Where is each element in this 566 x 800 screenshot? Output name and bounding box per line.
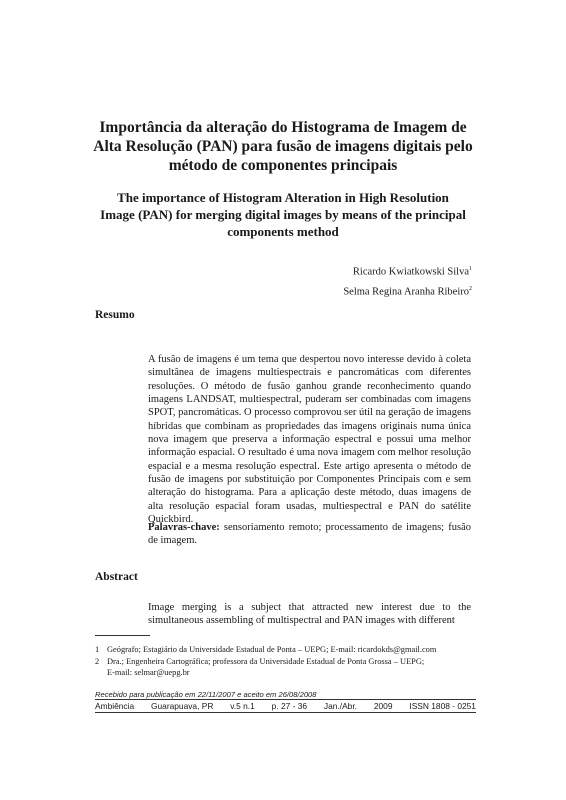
resumo-body: A fusão de imagens é um tema que despertou novo interesse devido à coleta simultânea de imagens multiespectrais e pancromáticas com diferentes resoluções. O método de fusão ganhou grande reconhecimento quando imagens LANDSAT, multiespectral, puderam ser combinadas com imagens SPOT, pancromáticas. O processo comprovou ser útil na geração de imagens híbridas que combinam as propriedades das imagens originais numa única nova imagem que preserva a informação espectral e possui uma melhor informação espacial. O resultado é uma nova imagem com melhor resolução espacial e a mesma resolução espectral. Este artigo apresenta o método de fusão de imagens por substituição por Componentes Principais com e sem alteração do histograma. Para a aplicação deste método, duas imagens de alta resolução espacial foram usadas, multiespectral e PAN do satélite Quickbird. <box>148 354 471 526</box>
footnote-2 <box>95 657 476 679</box>
author-item <box>343 261 472 281</box>
title-pt-line: método de componentes principais <box>168 157 398 174</box>
title-portuguese <box>80 118 486 175</box>
footer-period: Jan./Abr. <box>323 701 357 711</box>
footer-issn: ISSN 1808 - 0251 <box>409 701 476 711</box>
footnote-text: Geógrafo; Estagiário da Universidade Estadual de Ponta – UEPG; E-mail: ricardokds@gmail.com <box>107 645 437 654</box>
footer-volume: v.5 n.1 <box>230 701 255 711</box>
title-en-line: Image (PAN) for merging digital images by means of the principal <box>100 207 466 222</box>
resumo-heading: Resumo <box>95 309 135 321</box>
author-footnote-marker: 1 <box>469 266 472 272</box>
footer-top-rule <box>95 699 476 700</box>
author-list <box>343 261 472 300</box>
abstract-body: Image merging is a subject that attracted new interest due to the simultaneous assembling of multispectral and PAN images with different <box>148 602 471 627</box>
title-pt-line: Importância da alteração do Histograma de Imagem de <box>99 119 467 136</box>
footer-journal: Ambiência <box>95 701 135 711</box>
author-name: Selma Regina Aranha Ribeiro <box>343 286 469 297</box>
footer-year: 2009 <box>373 701 393 711</box>
footnote-text-continued: E-mail: selmar@uepg.br <box>107 667 190 677</box>
received-note: Recebido para publicação em 22/11/2007 e aceito em 26/08/2008 <box>95 690 317 699</box>
keywords-label: Palavras-chave: <box>148 522 220 533</box>
title-en-line: components method <box>227 224 339 239</box>
author-name: Ricardo Kwiatkowski Silva <box>352 266 469 278</box>
keywords-text: sensoriamento remoto; processamento de imagens; fusão de imagem. <box>148 522 471 547</box>
abstract-heading: Abstract <box>95 571 138 583</box>
author-item <box>343 281 472 301</box>
footnote-number: 1 <box>95 645 100 654</box>
footnote-number: 2 <box>95 657 100 666</box>
footnote-1 <box>95 645 476 656</box>
title-pt-line: Alta Resolução (PAN) para fusão de imagens digitais pelo <box>93 138 473 155</box>
keywords <box>148 521 471 548</box>
footnote-text: Dra.; Engenheira Cartográfica; professora da Universidade Estadual de Ponta Grossa – UEPG; <box>107 657 425 666</box>
footer-city: Guarapuava, PR <box>150 701 214 711</box>
journal-footer <box>95 701 476 711</box>
footer-pages: p. 27 - 36 <box>271 701 308 711</box>
title-english <box>76 189 490 240</box>
author-footnote-marker: 2 <box>469 285 472 292</box>
footer-bottom-rule <box>95 712 476 713</box>
footnote-divider <box>95 635 150 636</box>
title-en-line: The importance of Histogram Alteration in High Resolution <box>117 190 449 205</box>
